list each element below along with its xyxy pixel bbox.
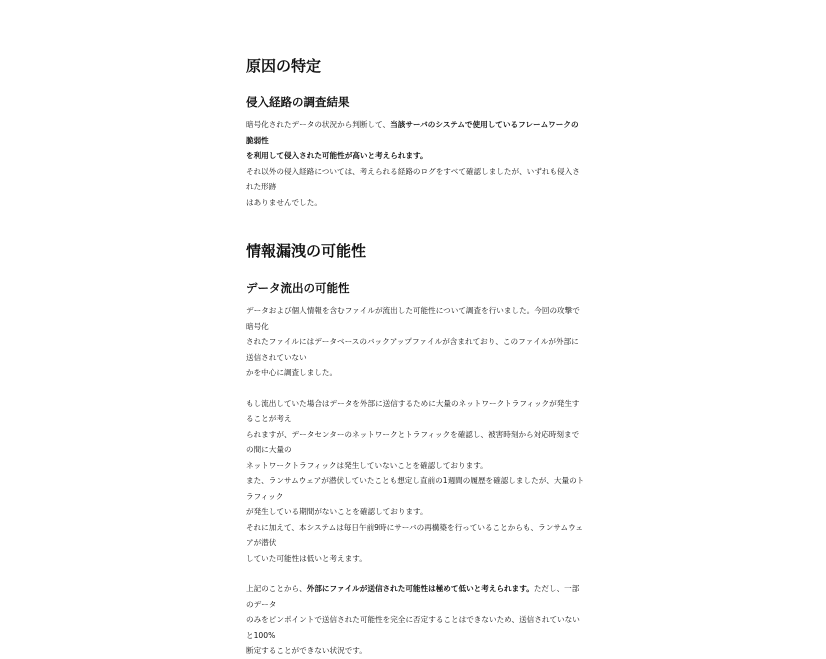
paragraph-network-traffic: [246, 396, 586, 567]
text-line: [246, 117, 586, 148]
bold-text-run: 当該サーバのシステムで使用しているフレームワークの脆弱性: [246, 120, 579, 145]
text-line: [246, 581, 586, 612]
paragraph-outflow-investigation: [246, 303, 586, 381]
bold-text-run: を利用して侵入された可能性が高いと考えられます。: [246, 151, 428, 160]
text-run: 暗号化されたデータの状況から判断して、: [246, 120, 391, 129]
text-line: されたファイルにはデータベースのバックアップファイルが含まれており、このファイルが外部に送信されていない: [246, 337, 579, 362]
section-heading-leak-possibility: 情報漏洩の可能性: [246, 242, 367, 260]
section-heading-cause: 原因の特定: [246, 57, 322, 75]
text-line: データおよび個人情報を含むファイルが流出した可能性について調査を行いました。今回の攻撃で暗号化: [246, 306, 580, 331]
text-line: はありませんでした。: [246, 197, 322, 207]
subheading-intrusion-route: 侵入経路の調査結果: [246, 95, 350, 109]
bold-text-run: 外部にファイルが送信された可能性は極めて低いと考えられます。: [306, 584, 534, 593]
text-run: 上記のことから、: [246, 584, 307, 593]
text-line: られますが、データセンターのネットワークとトラフィックを確認し、被害時刻から対応時刻までの間に大量の: [246, 429, 580, 454]
text-line: ネットワークトラフィックは発生していないことを確認しております。: [246, 460, 488, 470]
text-line: が発生している期間がないことを確認しております。: [246, 507, 428, 516]
text-line: また、ランサムウェアが潜伏していたことも想定し直前の1週間の履歴を確認しましたが、大量のトラフィック: [246, 476, 585, 501]
text-line: 断定することができない状況です。: [246, 646, 367, 655]
paragraph-intrusion-route: [246, 117, 586, 210]
text-line: していた可能性は低いと考えます。: [246, 553, 367, 563]
text-line: かを中心に調査しました。: [246, 368, 338, 377]
text-line: それに加えて、本システムは毎日午前9時にサーバの再構築を行っていることからも、ランサムウェアが潜伏: [246, 522, 583, 547]
text-line: もし流出していた場合はデータを外部に送信するために大量のネットワークトラフィックが発生することが考え: [246, 398, 580, 423]
text-line: それ以外の侵入経路については、考えられる経路のログをすべて確認しましたが、いずれも侵入された形跡: [246, 166, 580, 191]
text-line: のみをピンポイントで送信された可能性を完全に否定することはできないため、送信されていないと100%: [246, 615, 580, 640]
document-page: [246, 55, 586, 659]
text-run: ただし、一部のデータ: [246, 584, 580, 609]
text-line: [246, 148, 586, 164]
subheading-data-outflow: データ流出の可能性: [246, 281, 350, 295]
